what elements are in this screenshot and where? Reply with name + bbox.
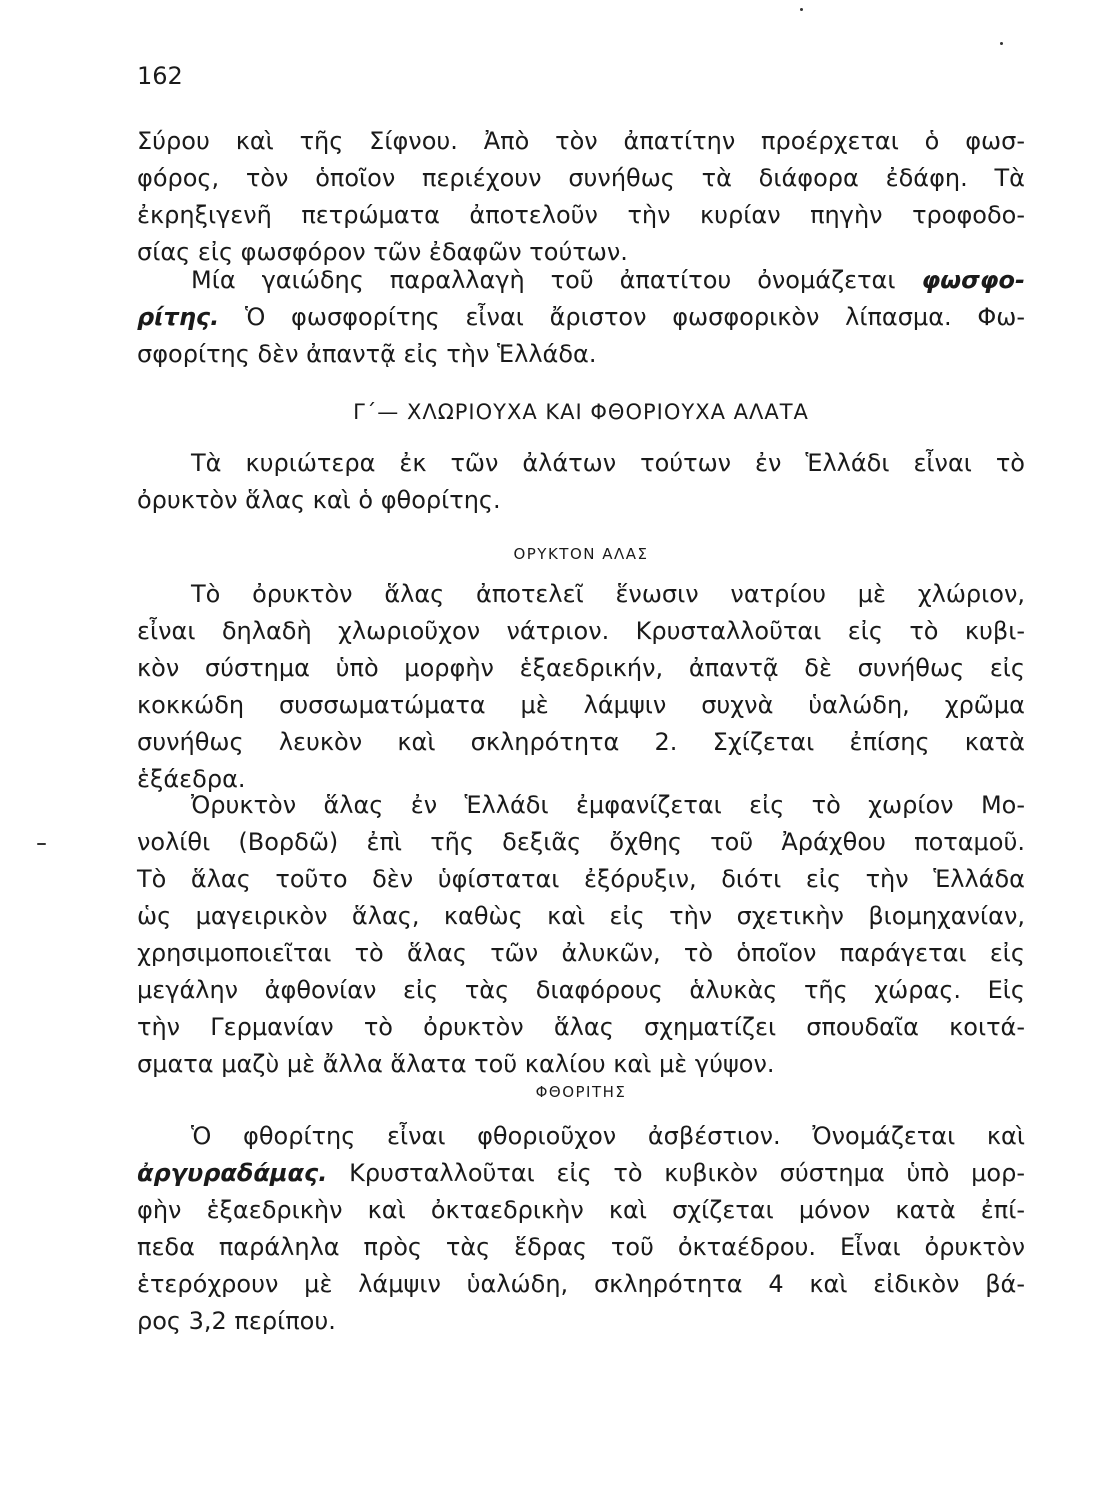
text-line: τὴν Γερμανίαν τὸ ὀρυκτὸν ἅλας σχηματίζει σπουδαῖα κοιτά- xyxy=(137,1013,1025,1041)
text-line: Σύρου καὶ τῆς Σίφνου. Ἀπὸ τὸν ἀπατίτην προέρχεται ὁ φωσ- xyxy=(137,127,1025,155)
text-line: Ὀρυκτὸν ἅλας ἐν Ἑλλάδι ἐμφανίζεται εἰς τὸ χωρίον Μο- xyxy=(191,791,1025,819)
text-line: σίας εἰς φωσφόρον τῶν ἐδαφῶν τούτων. xyxy=(137,238,628,266)
text-line xyxy=(137,262,1025,299)
paragraph-rock-salt-greece xyxy=(137,787,1025,1083)
paragraph-apatite-origin xyxy=(137,123,1025,271)
term-phosphorite: φωσφο- xyxy=(921,266,1025,294)
text-line: σματα μαζὺ μὲ ἄλλα ἅλατα τοῦ καλίου καὶ μὲ γύψον. xyxy=(137,1050,775,1078)
paragraph-phosphorite xyxy=(137,262,1025,373)
text-run: Ὁ φωσφορίτης εἶναι ἄριστον φωσφορικὸν λίπασμα. Φω- xyxy=(244,303,1025,331)
text-run: Μία γαιώδης παραλλαγὴ τοῦ ἀπατίτου ὀνομάζεται xyxy=(191,266,896,294)
section-heading: Γ΄— ΧΛΩΡΙΟΥΧΑ ΚΑΙ ΦΘΟΡΙΟΥΧΑ ΑΛΑΤΑ xyxy=(353,400,809,424)
text-line: συνήθως λευκὸν καὶ σκληρότητα 2. Σχίζεται ἐπίσης κατὰ xyxy=(137,728,1025,756)
paragraph-rock-salt xyxy=(137,576,1025,798)
text-line: φόρος, τὸν ὁποῖον περιέχουν συνήθως τὰ διάφορα ἐδάφη. Τὰ xyxy=(137,164,1025,192)
text-line: ρος 3,2 περίπου. xyxy=(137,1307,336,1335)
paragraph-salts-intro xyxy=(137,445,1025,519)
text-line: κὸν σύστημα ὑπὸ μορφὴν ἑξαεδρικήν, ἀπαντᾷ δὲ συνήθως εἰς xyxy=(137,654,1025,682)
scan-speck xyxy=(1000,42,1003,45)
scan-speck xyxy=(37,843,46,845)
page-number: 162 xyxy=(137,62,183,90)
term-argyradamas: ἀργυραδάμας. xyxy=(137,1159,328,1187)
text-line xyxy=(137,299,1025,336)
text-line: ὀρυκτὸν ἅλας καὶ ὁ φθορίτης. xyxy=(137,486,501,514)
text-line: ὡς μαγειρικὸν ἅλας, καθὼς καὶ εἰς τὴν σχετικὴν βιομηχανίαν, xyxy=(137,902,1025,930)
text-line: Τὸ ἅλας τοῦτο δὲν ὑφίσταται ἐξόρυξιν, διότι εἰς τὴν Ἑλλάδα xyxy=(137,865,1025,893)
text-line: Τὰ κυριώτερα ἐκ τῶν ἀλάτων τούτων ἐν Ἑλλάδι εἶναι τὸ xyxy=(191,449,1025,477)
text-line: ἑξάεδρα. xyxy=(137,765,246,793)
text-line: πεδα παράληλα πρὸς τὰς ἕδρας τοῦ ὀκταέδρου. Εἶναι ὀρυκτὸν xyxy=(137,1233,1025,1261)
text-line: ἐκρηξιγενῆ πετρώματα ἀποτελοῦν τὴν κυρίαν πηγὴν τροφοδο- xyxy=(137,201,1025,229)
text-line: νολίθι (Βορδῶ) ἐπὶ τῆς δεξιᾶς ὄχθης τοῦ Ἀράχθου ποταμοῦ. xyxy=(137,828,1025,856)
text-line: μεγάλην ἀφθονίαν εἰς τὰς διαφόρους ἁλυκὰς τῆς χώρας. Εἰς xyxy=(137,976,1025,1004)
text-line: Τὸ ὀρυκτὸν ἅλας ἀποτελεῖ ἕνωσιν νατρίου μὲ χλώριον, xyxy=(191,580,1025,608)
text-run: Κρυσταλλοῦται εἰς τὸ κυβικὸν σύστημα ὑπὸ μορ- xyxy=(349,1159,1025,1187)
term-phosphorite-end: ρίτης. xyxy=(137,303,220,331)
text-line: ἑτερόχρουν μὲ λάμψιν ὑαλώδη, σκληρότητα 4 καὶ εἰδικὸν βά- xyxy=(137,1270,1025,1298)
text-line: κοκκώδη συσσωματώματα μὲ λάμψιν συχνὰ ὑαλώδη, χρῶμα xyxy=(137,691,1025,719)
text-line xyxy=(137,1155,1025,1192)
text-line: χρησιμοποιεῖται τὸ ἅλας τῶν ἀλυκῶν, τὸ ὁποῖον παράγεται εἰς xyxy=(137,939,1025,967)
text-line: φὴν ἑξαεδρικὴν καὶ ὀκταεδρικὴν καὶ σχίζεται μόνον κατὰ ἐπί- xyxy=(137,1196,1025,1224)
text-line: εἶναι δηλαδὴ χλωριοῦχον νάτριον. Κρυσταλλοῦται εἰς τὸ κυβι- xyxy=(137,617,1025,645)
text-line: Ὁ φθορίτης εἶναι φθοριοῦχον ἀσβέστιον. Ὀνομάζεται καὶ xyxy=(191,1122,1025,1150)
text-line: σφορίτης δὲν ἀπαντᾷ εἰς τὴν Ἑλλάδα. xyxy=(137,340,597,368)
subheading-rock-salt: ΟΡΥΚΤΟΝ ΑΛΑΣ xyxy=(513,545,649,563)
paragraph-fluorite xyxy=(137,1118,1025,1340)
scan-speck xyxy=(800,8,803,11)
subheading-fluorite: ΦΘΟΡΙΤΗΣ xyxy=(535,1083,627,1101)
